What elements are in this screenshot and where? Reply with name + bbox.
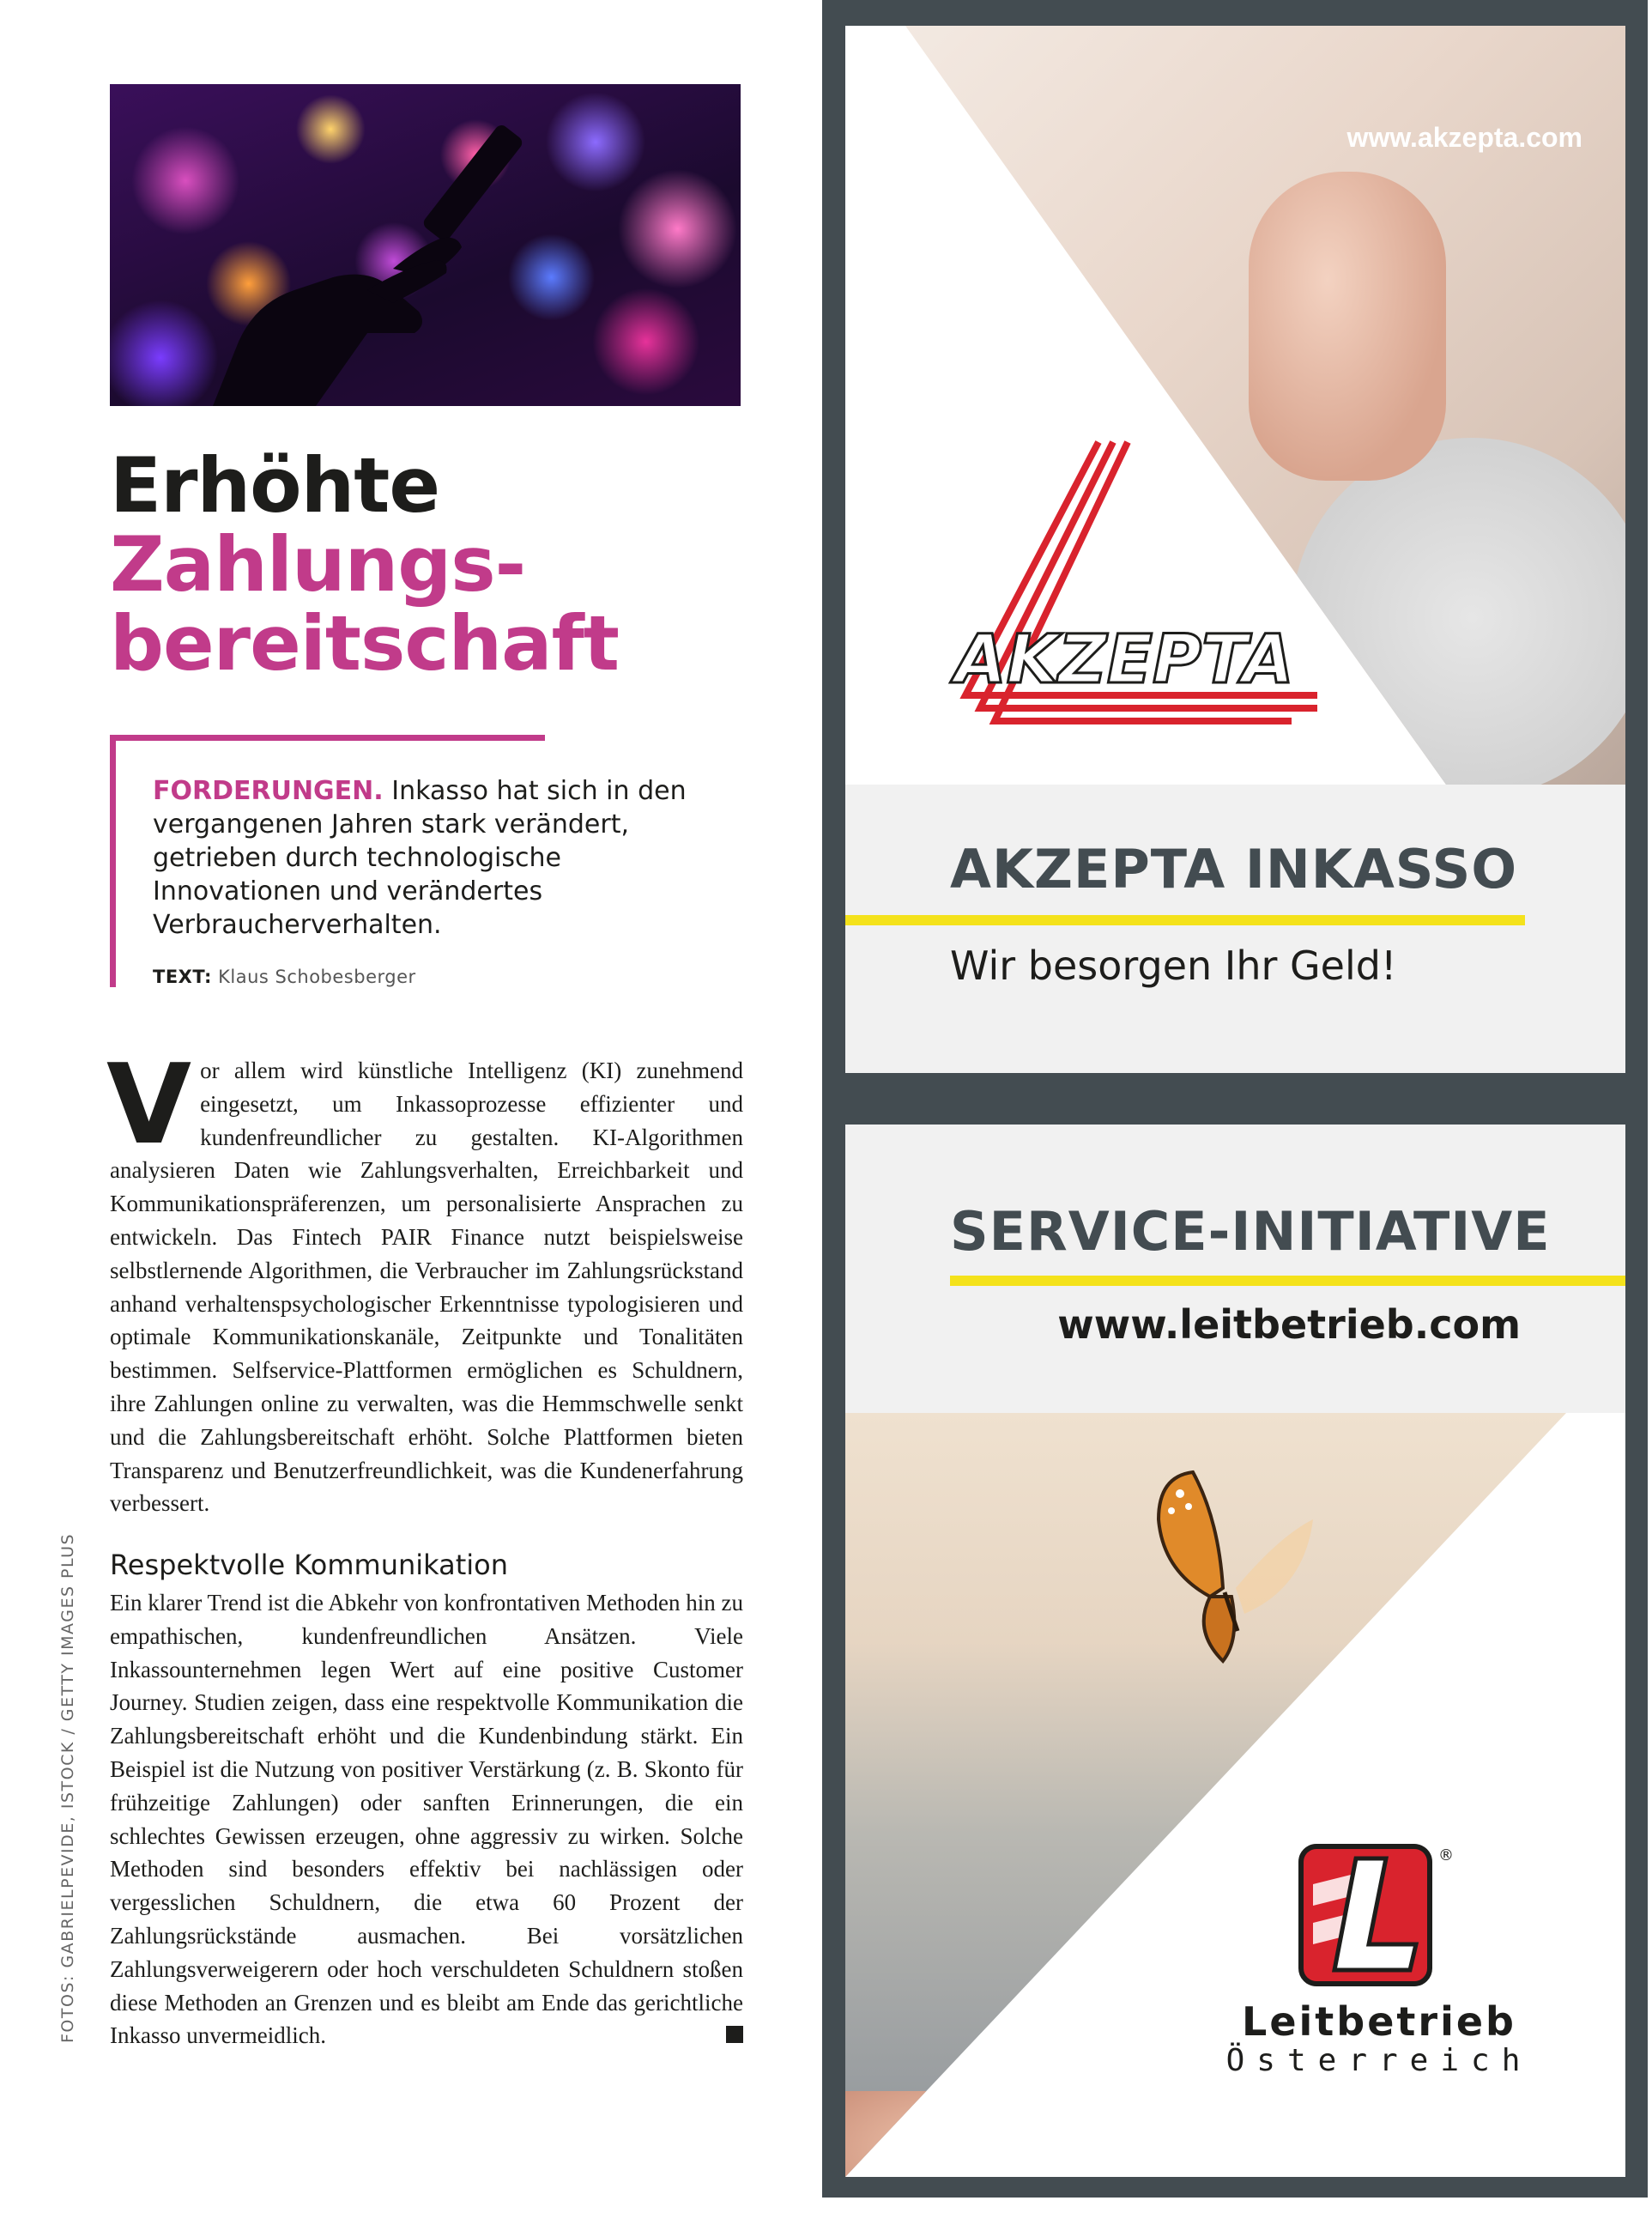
leitbetrieb-country: Österreich <box>1225 2043 1533 2078</box>
akzepta-ad[interactable] <box>845 26 1625 1073</box>
butterfly-icon <box>1141 1468 1322 1665</box>
title-line-3: bereitschaft <box>110 599 619 688</box>
leitbetrieb-band <box>845 1125 1625 1413</box>
akzepta-slogan: Wir besorgen Ihr Geld! <box>950 943 1397 989</box>
title-line-1: Erhöhte <box>110 441 440 530</box>
article-body-2 <box>110 1586 743 2052</box>
lead-rule-left <box>110 735 116 987</box>
leitbetrieb-headline: SERVICE-INITIATIVE <box>950 1200 1551 1263</box>
article-body-1 <box>106 1041 743 1520</box>
leitbetrieb-ad[interactable] <box>845 1125 1625 2177</box>
leitbetrieb-url[interactable]: www.leitbetrieb.com <box>1057 1301 1521 1348</box>
akzepta-url[interactable]: www.akzepta.com <box>1346 122 1582 153</box>
lead-keyword: FORDERUNGEN. <box>153 776 384 806</box>
hero-image <box>110 84 741 406</box>
lead-rule-top <box>110 735 545 741</box>
smartphone-hand-silhouette <box>110 84 741 406</box>
akzepta-logo <box>948 438 1326 747</box>
akzepta-yellow-bar <box>845 915 1525 925</box>
paragraph-2: Ein klarer Trend ist die Abkehr von konfrontativen Methoden hin zu empathischen, kundenfreundlichen Ansätzen. Viele Inkassounternehmen legen Wert auf eine positive Customer Journey. Studien zeigen, dass eine respektvolle Kommunikation die Zahlungsbereitschaft erhöht und die Kundenbindung stärkt. Ein Beispiel ist die Nutzung von positiver Verstärkung (z. B. Skonto für frühzeitige Zahlungen) oder sanften Erinnerungen, die ein schlechtes Gewissen erzeugen, ohne aggressiv zu wirken. Solche Methoden sind besonders effektiv bei nachlässigen oder vergesslichen Schuldnern, die etwa 60 Prozent der Zahlungsrückstände ausmachen. Bei vorsätzlichen Zahlungsverweigerern oder hoch verschuldeten Schuldnern stoßen diese Methoden an Grenzen und es bleibt am Ende das gerichtliche Inkasso unvermeidlich. <box>110 1590 743 2049</box>
akzepta-band <box>845 785 1625 1073</box>
leitbetrieb-yellow-bar <box>950 1276 1625 1286</box>
shirt-shape <box>1292 438 1652 798</box>
credit-label: TEXT: <box>153 967 212 987</box>
drop-cap: V <box>106 1041 192 1169</box>
section-subhead: Respektvolle Kommunikation <box>110 1549 509 1581</box>
title-line-2: Zahlungs- <box>110 520 526 609</box>
hand-shape <box>1249 172 1446 481</box>
akzepta-headline: AKZEPTA INKASSO <box>950 838 1518 900</box>
lead-text: Inkasso hat sich in den vergangenen Jahren stark verändert, getrieben durch technologische Innovationen und verändertes Verbraucherverhalten. <box>153 776 687 940</box>
paragraph-1: or allem wird künstliche Intelligenz (KI) zunehmend eingesetzt, um Inkassoprozesse effizienter und kundenfreundlicher zu gestalten. KI-Algorithmen analysieren Daten wie Zahlungsverhalten, Erreichbarkeit und Kommunikationspräferenzen, um personalisierte Ansprachen zu entwickeln. Das Fintech PAIR Finance nutzt beispielsweise selbstlernende Algorithmen, die Verbraucher im Zahlungsrückstand anhand verhaltenspsychologischer Erkenntnisse typologisieren und optimale Kommunikationskanäle, Zeitpunkte und Tonalitäten bestimmen. Selfservice-Plattformen ermöglichen es Schuldnern, ihre Zahlungen online zu verwalten, was die Hemmschwelle senkt und die Zahlungsbereitschaft erhöht. Solche Plattformen bieten Transparenz und Benutzerfreundlichkeit, was die Kundenerfahrung verbessert. <box>110 1058 743 1517</box>
end-mark-icon <box>726 2026 743 2043</box>
article-lead <box>153 774 719 942</box>
registered-mark: ® <box>1438 1846 1454 1864</box>
leitbetrieb-logo-icon <box>1296 1841 1454 1991</box>
credit-name: Klaus Schobesberger <box>218 967 416 987</box>
photo-credit: FOTOS: GABRIELPEVIDE, ISTOCK / GETTY IMAGES PLUS <box>58 1532 77 2043</box>
article-title <box>110 441 619 688</box>
open-hand-shape <box>845 2091 1129 2237</box>
akzepta-logo-text: AKZEPTA <box>954 621 1294 699</box>
leitbetrieb-wordmark: Leitbetrieb <box>1242 1998 1516 2045</box>
author-credit <box>153 967 416 987</box>
